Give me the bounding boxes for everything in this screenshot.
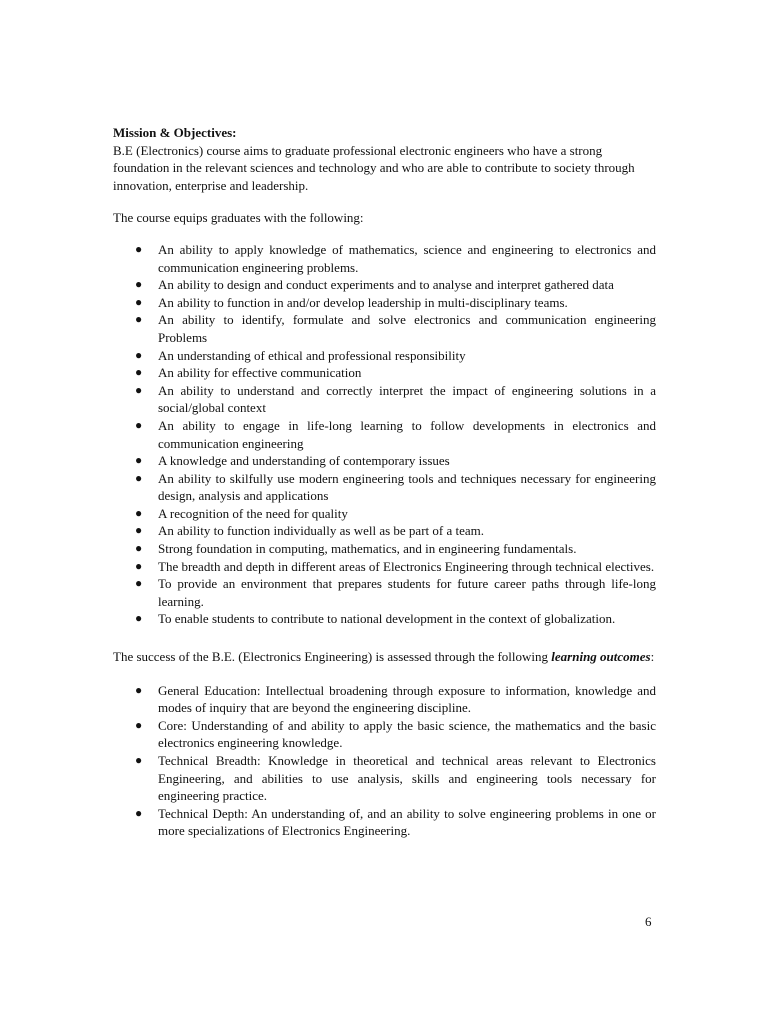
bullet-icon: ● [135, 805, 143, 820]
bullet-icon: ● [135, 277, 143, 292]
bullet-icon: ● [135, 541, 143, 556]
mission-intro: B.E (Electronics) course aims to graduate professional electronic engineers who have a strong foundation in the relevant sciences and technology and who are able to contribute to society through innovation, enterprise and leadership. [113, 142, 635, 193]
list-item: ● An ability to apply knowledge of mathematics, science and engineering to electronics and communication engineering problems. [135, 241, 656, 275]
list-item: ● An ability to engage in life-long learning to follow developments in electronics and communication engineering [135, 417, 656, 451]
list-item: ● An ability to design and conduct experiments and to analyse and interpret gathered data [135, 277, 614, 293]
outcomes-list [113, 682, 656, 840]
bullet-icon: ● [135, 611, 143, 626]
list-item: ● To provide an environment that prepares students for future career paths through life-long learning. [135, 576, 656, 609]
bullet-icon: ● [135, 558, 143, 573]
bullet-icon: ● [135, 365, 143, 380]
bullet-icon: ● [135, 382, 143, 397]
bullet-icon: ● [135, 505, 143, 520]
bullet-icon: ● [135, 417, 143, 432]
equips-lead: The course equips graduates with the following: [113, 210, 364, 226]
bullet-icon: ● [135, 312, 143, 327]
document-page [113, 124, 656, 840]
list-item: ● A recognition of the need for quality [135, 505, 348, 521]
list-item: ● An ability to identify, formulate and solve electronics and communication engineering Problems [135, 312, 656, 345]
list-item: ● Technical Breadth: Knowledge in theoretical and technical areas relevant to Electronics Engineering, and abilities to use analysis, skills and engineering tools necessary for engineering practice. [135, 753, 656, 804]
bullet-icon: ● [135, 753, 143, 767]
list-item: ● A knowledge and understanding of contemporary issues [135, 453, 450, 469]
list-item: ● General Education: Intellectual broadening through exposure to information, knowledge and modes of inquiry that are beyond the engineering discipline. [135, 682, 656, 716]
list-item: ● The breadth and depth in different areas of Electronics Engineering through technical electives. [135, 558, 655, 574]
list-item: ● To enable students to contribute to national development in the context of globalization. [135, 611, 616, 627]
bullet-icon: ● [135, 241, 143, 256]
list-item: ● Core: Understanding of and ability to apply the basic science, the mathematics and the basic electronics engineering knowledge. [135, 717, 656, 751]
outcomes-lead: The success of the B.E. (Electronics Engineering) is assessed through the following learning outcomes: [113, 649, 655, 665]
bullet-icon: ● [135, 523, 143, 538]
list-item: ● An ability for effective communication [135, 365, 362, 381]
list-item: ● An understanding of ethical and professional responsibility [135, 347, 466, 363]
page-number: 6 [645, 914, 652, 929]
bullet-icon: ● [135, 453, 143, 468]
bullet-icon: ● [135, 294, 143, 309]
bullet-icon: ● [135, 347, 143, 362]
list-item: ● An ability to function in and/or develop leadership in multi-disciplinary teams. [135, 294, 568, 310]
mission-heading: Mission & Objectives: [113, 125, 237, 140]
learning-outcomes-emphasis: learning outcomes [551, 649, 651, 665]
bullet-icon: ● [135, 576, 143, 591]
list-item: ● An ability to skilfully use modern engineering tools and techniques necessary for engineering design, analysis and applications [135, 470, 656, 504]
bullet-icon: ● [135, 717, 143, 732]
list-item: ● An ability to understand and correctly interpret the impact of engineering solutions in a social/global context [135, 382, 656, 416]
bullet-icon: ● [135, 682, 143, 697]
objectives-list [113, 241, 656, 628]
list-item: ● Technical Depth: An understanding of, and an ability to solve engineering problems in one or more specializations of Electronics Engineering. [135, 805, 656, 839]
list-item: ● Strong foundation in computing, mathematics, and in engineering fundamentals. [135, 541, 577, 557]
bullet-icon: ● [135, 470, 143, 485]
list-item: ● An ability to function individually as well as be part of a team. [135, 523, 485, 539]
